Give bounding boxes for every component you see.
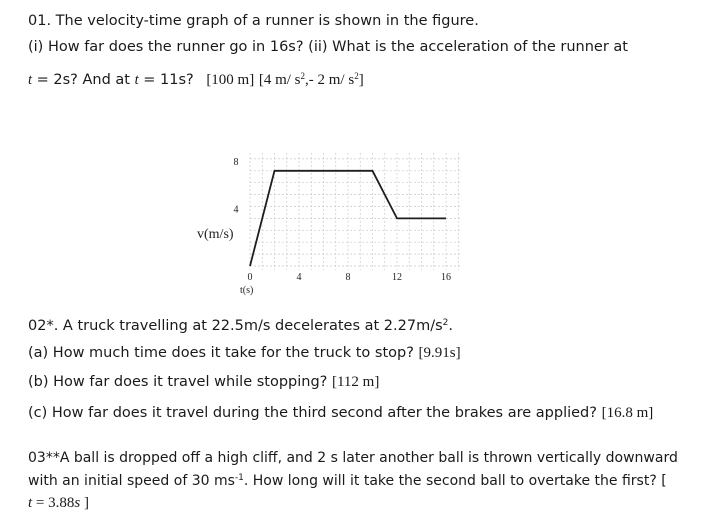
q1-t-var-1: t bbox=[28, 72, 33, 88]
q3-line2: with an initial speed of 30 $ms^{-1}$. How long will it take the second ball to overtake the first? [ bbox=[28, 473, 667, 489]
q3-answer: t = 3.88s ] bbox=[28, 495, 89, 511]
q2-b-text: (b) How far does it travel while stopping? bbox=[28, 374, 328, 390]
q2-part-a bbox=[28, 346, 461, 361]
chart-tick-labels bbox=[234, 157, 452, 283]
y-tick-label: 8 bbox=[233, 156, 239, 168]
q2-b-answer: [112 m] bbox=[331, 374, 380, 390]
y-tick-label: 4 bbox=[233, 204, 239, 216]
q2-a-text: (a) How much time does it take for the truck to stop? bbox=[28, 345, 414, 361]
q2-a-answer: [9.91s] bbox=[418, 345, 461, 361]
x-axis-label: t(s) bbox=[240, 285, 254, 296]
q2-part-b bbox=[28, 375, 379, 390]
q2-intro: 02*. A truck travelling at 22.5m/s decelerates at $2.27m/s^2$. bbox=[28, 318, 453, 334]
q2-part-c bbox=[28, 406, 653, 421]
q1-line1-text: The velocity-time graph of a runner is shown in the figure. bbox=[55, 13, 479, 29]
q3-line1: 03**A ball is dropped off a high cliff, and 2 s later another ball is thrown vertically downward bbox=[28, 450, 678, 466]
x-tick-label: 0 bbox=[247, 272, 253, 283]
x-tick-label: 8 bbox=[345, 272, 351, 283]
q2-c-text: (c) How far does it travel during the third second after the brakes are applied? bbox=[28, 405, 597, 421]
x-tick-label: 12 bbox=[392, 272, 402, 283]
q1-answer-acceleration: [4 m/ $s^2,-$ 2 m/ $s^2$] bbox=[258, 71, 364, 88]
x-tick-label: 4 bbox=[296, 272, 302, 283]
y-axis-label: v(m/s) bbox=[197, 227, 234, 242]
q1-answer-distance: [100 m] bbox=[206, 72, 255, 88]
x-tick-label: 16 bbox=[441, 272, 451, 283]
q1-line3-b: = 11s? bbox=[138, 72, 194, 88]
q1-line3-a: = 2s? And at bbox=[32, 72, 135, 88]
q1-number: 01. bbox=[28, 13, 52, 29]
q1-line2: (i) How far does the runner go in 16s? (ii) What is the acceleration of the runner at bbox=[28, 39, 628, 55]
q2-c-answer: [16.8 m] bbox=[601, 405, 654, 421]
q1-t-var-2: t bbox=[134, 72, 139, 88]
